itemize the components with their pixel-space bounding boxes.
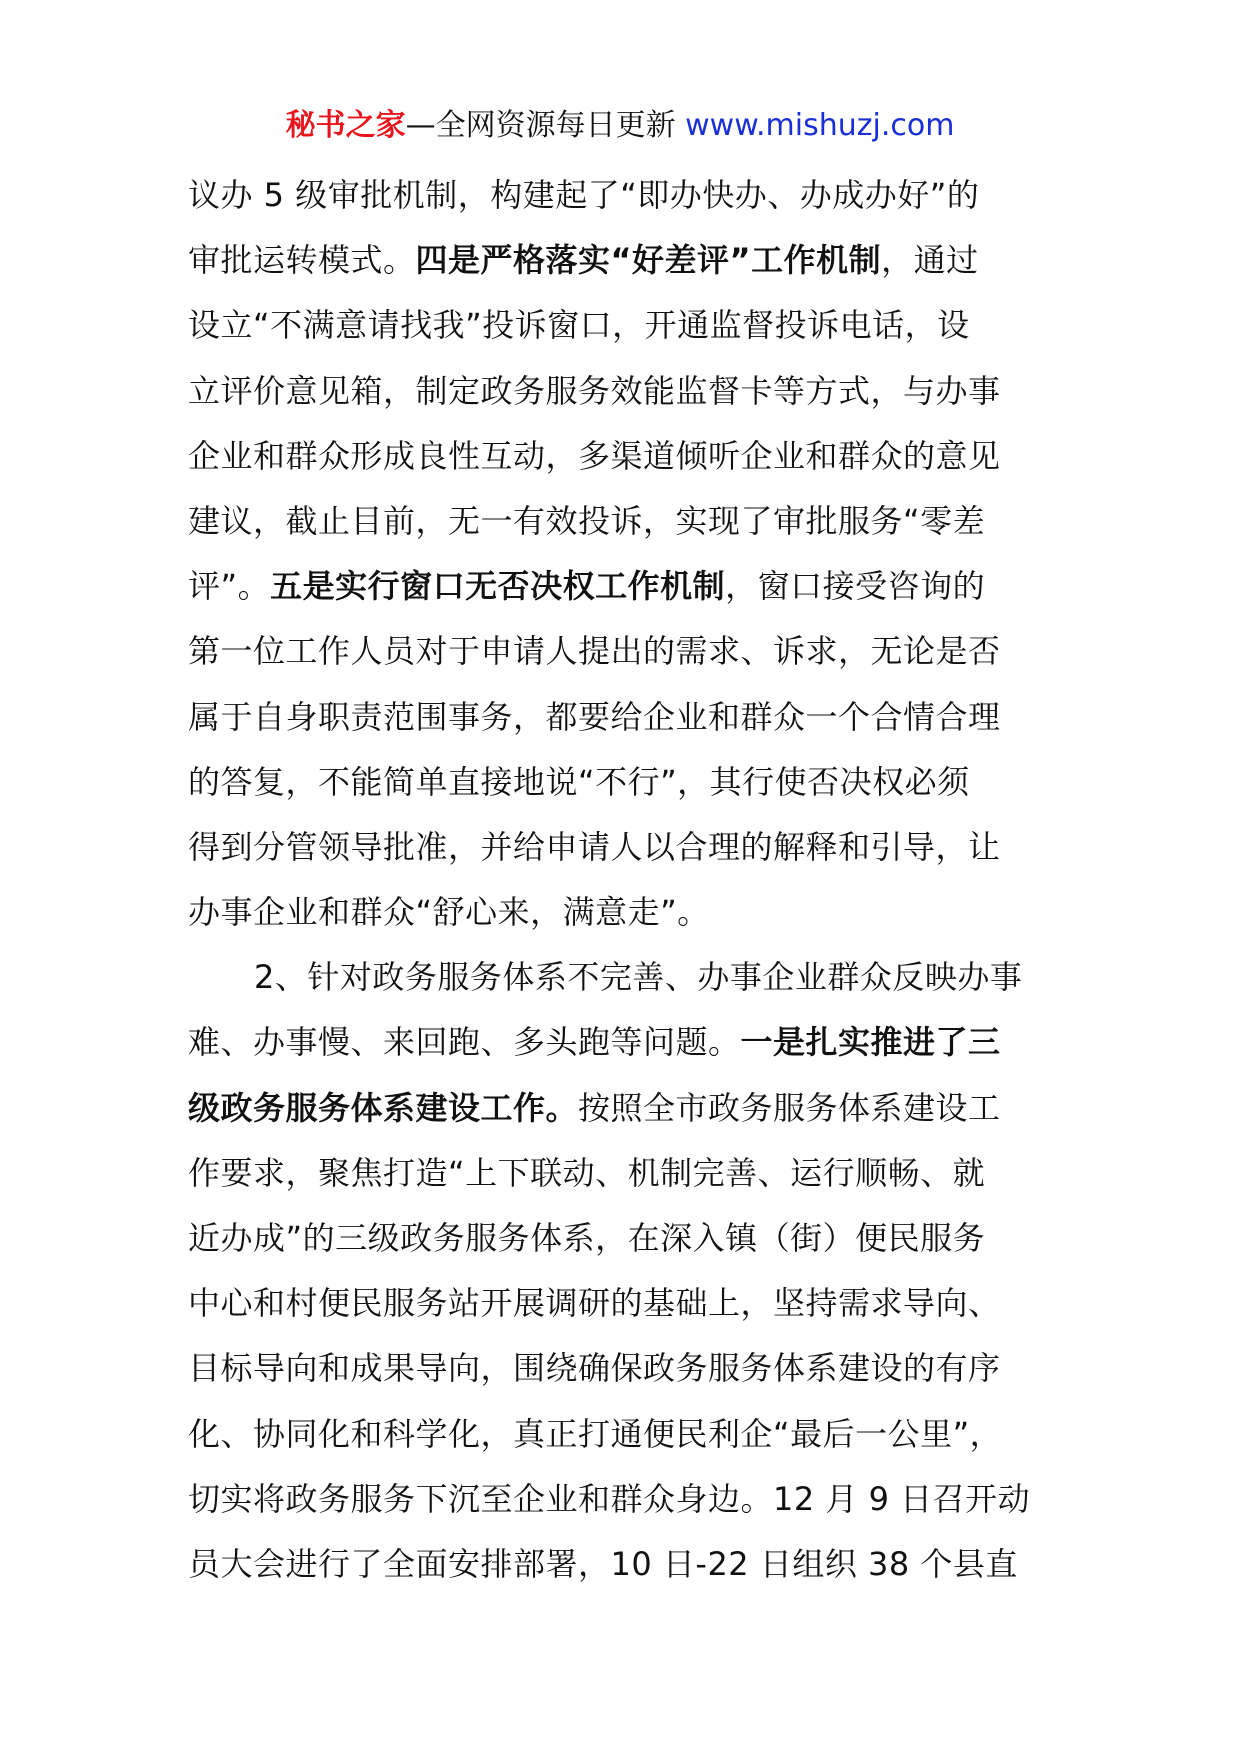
text-line	[188, 1467, 1048, 1532]
site-slogan: —全网资源每日更新	[405, 108, 686, 143]
text-line	[188, 750, 1048, 815]
text-line	[188, 685, 1048, 750]
text-segment: ，窗口接受咨询的	[725, 567, 986, 606]
text-segment: 建议，截止目前，无一有效投诉，实现了审批服务“零差	[188, 501, 986, 540]
text-segment: 评”。	[188, 567, 271, 606]
text-segment: 办事企业和群众“舒心来，满意走”。	[188, 893, 710, 932]
text-line	[188, 554, 1048, 619]
text-line	[188, 1206, 1048, 1271]
text-line	[188, 1336, 1048, 1401]
bold-text-segment: 一是扎实推进了三	[740, 1023, 1001, 1062]
text-line	[188, 228, 1048, 293]
bold-text-segment: 级政务服务体系建设工作。	[188, 1088, 579, 1127]
text-line	[188, 1010, 1048, 1075]
text-segment: 得到分管领导批准，并给申请人以合理的解释和引导，让	[188, 827, 1001, 866]
text-line	[188, 293, 1048, 358]
text-segment: 中心和村便民服务站开展调研的基础上，坚持需求导向、	[188, 1284, 1001, 1323]
text-segment: 的答复，不能简单直接地说“不行”，其行使否决权必须	[188, 762, 970, 801]
text-segment: 近办成”的三级政务服务体系，在深入镇（街）便民服务	[188, 1219, 986, 1257]
text-segment: 难、办事慢、来回跑、多头跑等问题。	[188, 1023, 741, 1062]
bold-text-segment: 五是实行窗口无否决权工作机制	[270, 567, 726, 606]
text-segment: 目标导向和成果导向，围绕确保政务服务体系建设的有序	[188, 1349, 1001, 1388]
text-segment: 作要求，聚焦打造“上下联动、机制完善、运行顺畅、就	[188, 1153, 986, 1192]
text-segment: 2、针对政务服务体系不完善、办事企业群众反映办事	[254, 958, 1023, 997]
text-line	[188, 1402, 1048, 1467]
text-segment: 设立“不满意请找我”投诉窗口，开通监督投诉电话，设	[188, 306, 970, 345]
text-segment: 属于自身职责范围事务，都要给企业和群众一个合情合理	[188, 697, 1001, 736]
text-line	[188, 945, 1048, 1010]
text-segment: 议办 5 级审批机制，构建起了“即办快办、办成办好”的	[188, 176, 980, 214]
text-line	[188, 163, 1048, 228]
site-url-link[interactable]: www.mishuzj.com	[685, 108, 955, 143]
text-line	[188, 815, 1048, 880]
bold-text-segment: 四是严格落实“好差评”工作机制	[415, 241, 882, 280]
text-line	[188, 1076, 1048, 1141]
text-segment: 企业和群众形成良性互动，多渠道倾听企业和群众的意见	[188, 436, 1001, 475]
text-line	[188, 1271, 1048, 1336]
text-line	[188, 489, 1048, 554]
text-segment: 化、协同化和科学化，真正打通便民利企“最后一公里”，	[188, 1414, 1003, 1453]
text-segment: 第一位工作人员对于申请人提出的需求、诉求，无论是否	[188, 632, 1001, 671]
text-segment: 审批运转模式。	[188, 241, 416, 280]
document-body	[188, 163, 1048, 1597]
text-segment: 切实将政务服务下沉至企业和群众身边。12 月 9 日召开动	[188, 1479, 1031, 1518]
text-segment: 按照全市政务服务体系建设工	[578, 1088, 1001, 1127]
text-line	[188, 359, 1048, 424]
site-brand: 秘书之家	[285, 108, 406, 143]
text-line	[188, 619, 1048, 684]
text-segment: 员大会进行了全面安排部署，10 日-22 日组织 38 个县直	[188, 1544, 1018, 1583]
text-line	[188, 880, 1048, 945]
site-header	[0, 104, 1240, 148]
text-line	[188, 1532, 1048, 1597]
text-line	[188, 1141, 1048, 1206]
text-segment: 立评价意见箱，制定政务服务效能监督卡等方式，与办事	[188, 371, 1001, 410]
text-line	[188, 424, 1048, 489]
text-segment: ，通过	[881, 241, 979, 280]
